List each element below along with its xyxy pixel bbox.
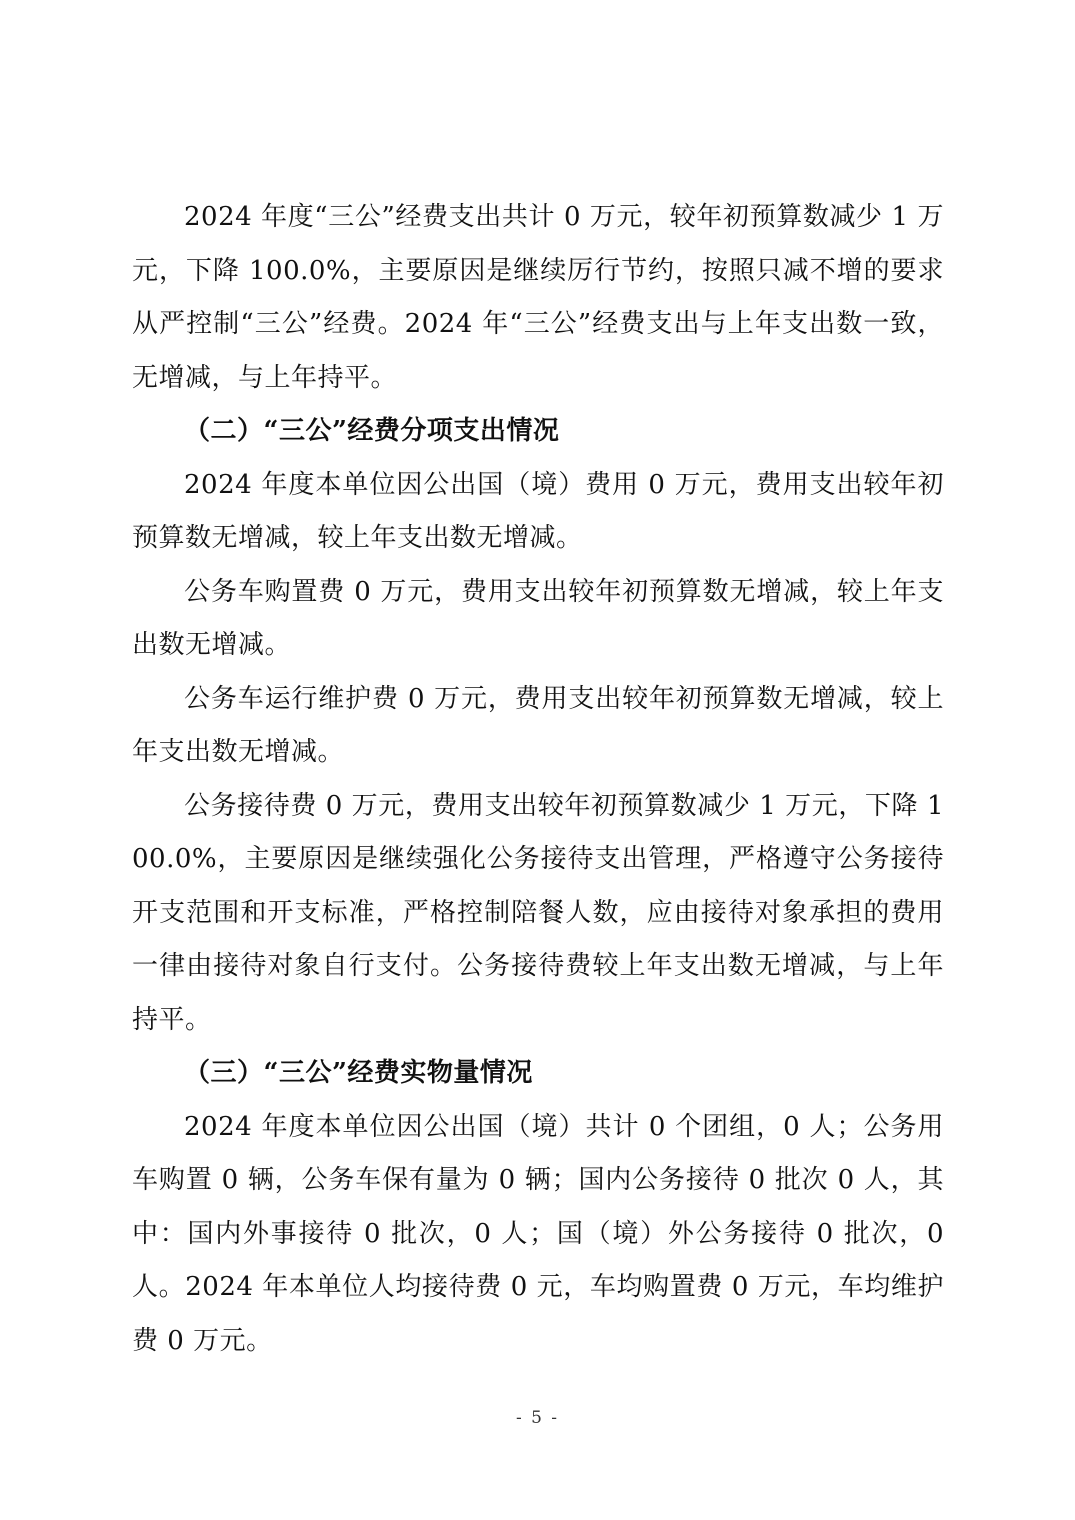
- paragraph-total-expenditure: 2024 年度“三公”经费支出共计 0 万元，较年初预算数减少 1 万元，下降 100.0%，主要原因是继续厉行节约，按照只减不增的要求从严控制“三公”经费。2024 年“三公”经费支出与上年支出数一致，无增减，与上年持平。: [132, 202, 944, 393]
- paragraph-vehicle-maintenance: 公务车运行维护费 0 万元，费用支出较年初预算数无增减，较上年支出数无增减。: [132, 683, 944, 767]
- document-body: [132, 191, 944, 1368]
- section-heading-itemized-expenditure: （二）“三公”经费分项支出情况: [184, 416, 560, 446]
- paragraph-official-reception: 公务接待费 0 万元，费用支出较年初预算数减少 1 万元，下降 100.0%，主要原因是继续强化公务接待支出管理，严格遵守公务接待开支范围和开支标准，严格控制陪餐人数，应由接待对象承担的费用一律由接待对象自行支付。公务接待费较上年支出数无增减，与上年持平。: [132, 790, 944, 1035]
- paragraph-overseas-travel: 2024 年度本单位因公出国（境）费用 0 万元，费用支出较年初预算数无增减，较上年支出数无增减。: [132, 469, 944, 553]
- section-heading-physical-quantity: （三）“三公”经费实物量情况: [184, 1058, 533, 1088]
- paragraph-physical-quantity: 2024 年度本单位因公出国（境）共计 0 个团组，0 人；公务用车购置 0 辆，公务车保有量为 0 辆；国内公务接待 0 批次 0 人，其中：国内外事接待 0 批次，0 人；国（境）外公务接待 0 批次，0 人。2024 年本单位人均接待费 0 元，车均购置费 0 万元，车均维护费 0 万元。: [132, 1111, 944, 1356]
- page-number: - 5 -: [515, 1408, 560, 1428]
- paragraph-vehicle-purchase: 公务车购置费 0 万元，费用支出较年初预算数无增减，较上年支出数无增减。: [132, 576, 944, 660]
